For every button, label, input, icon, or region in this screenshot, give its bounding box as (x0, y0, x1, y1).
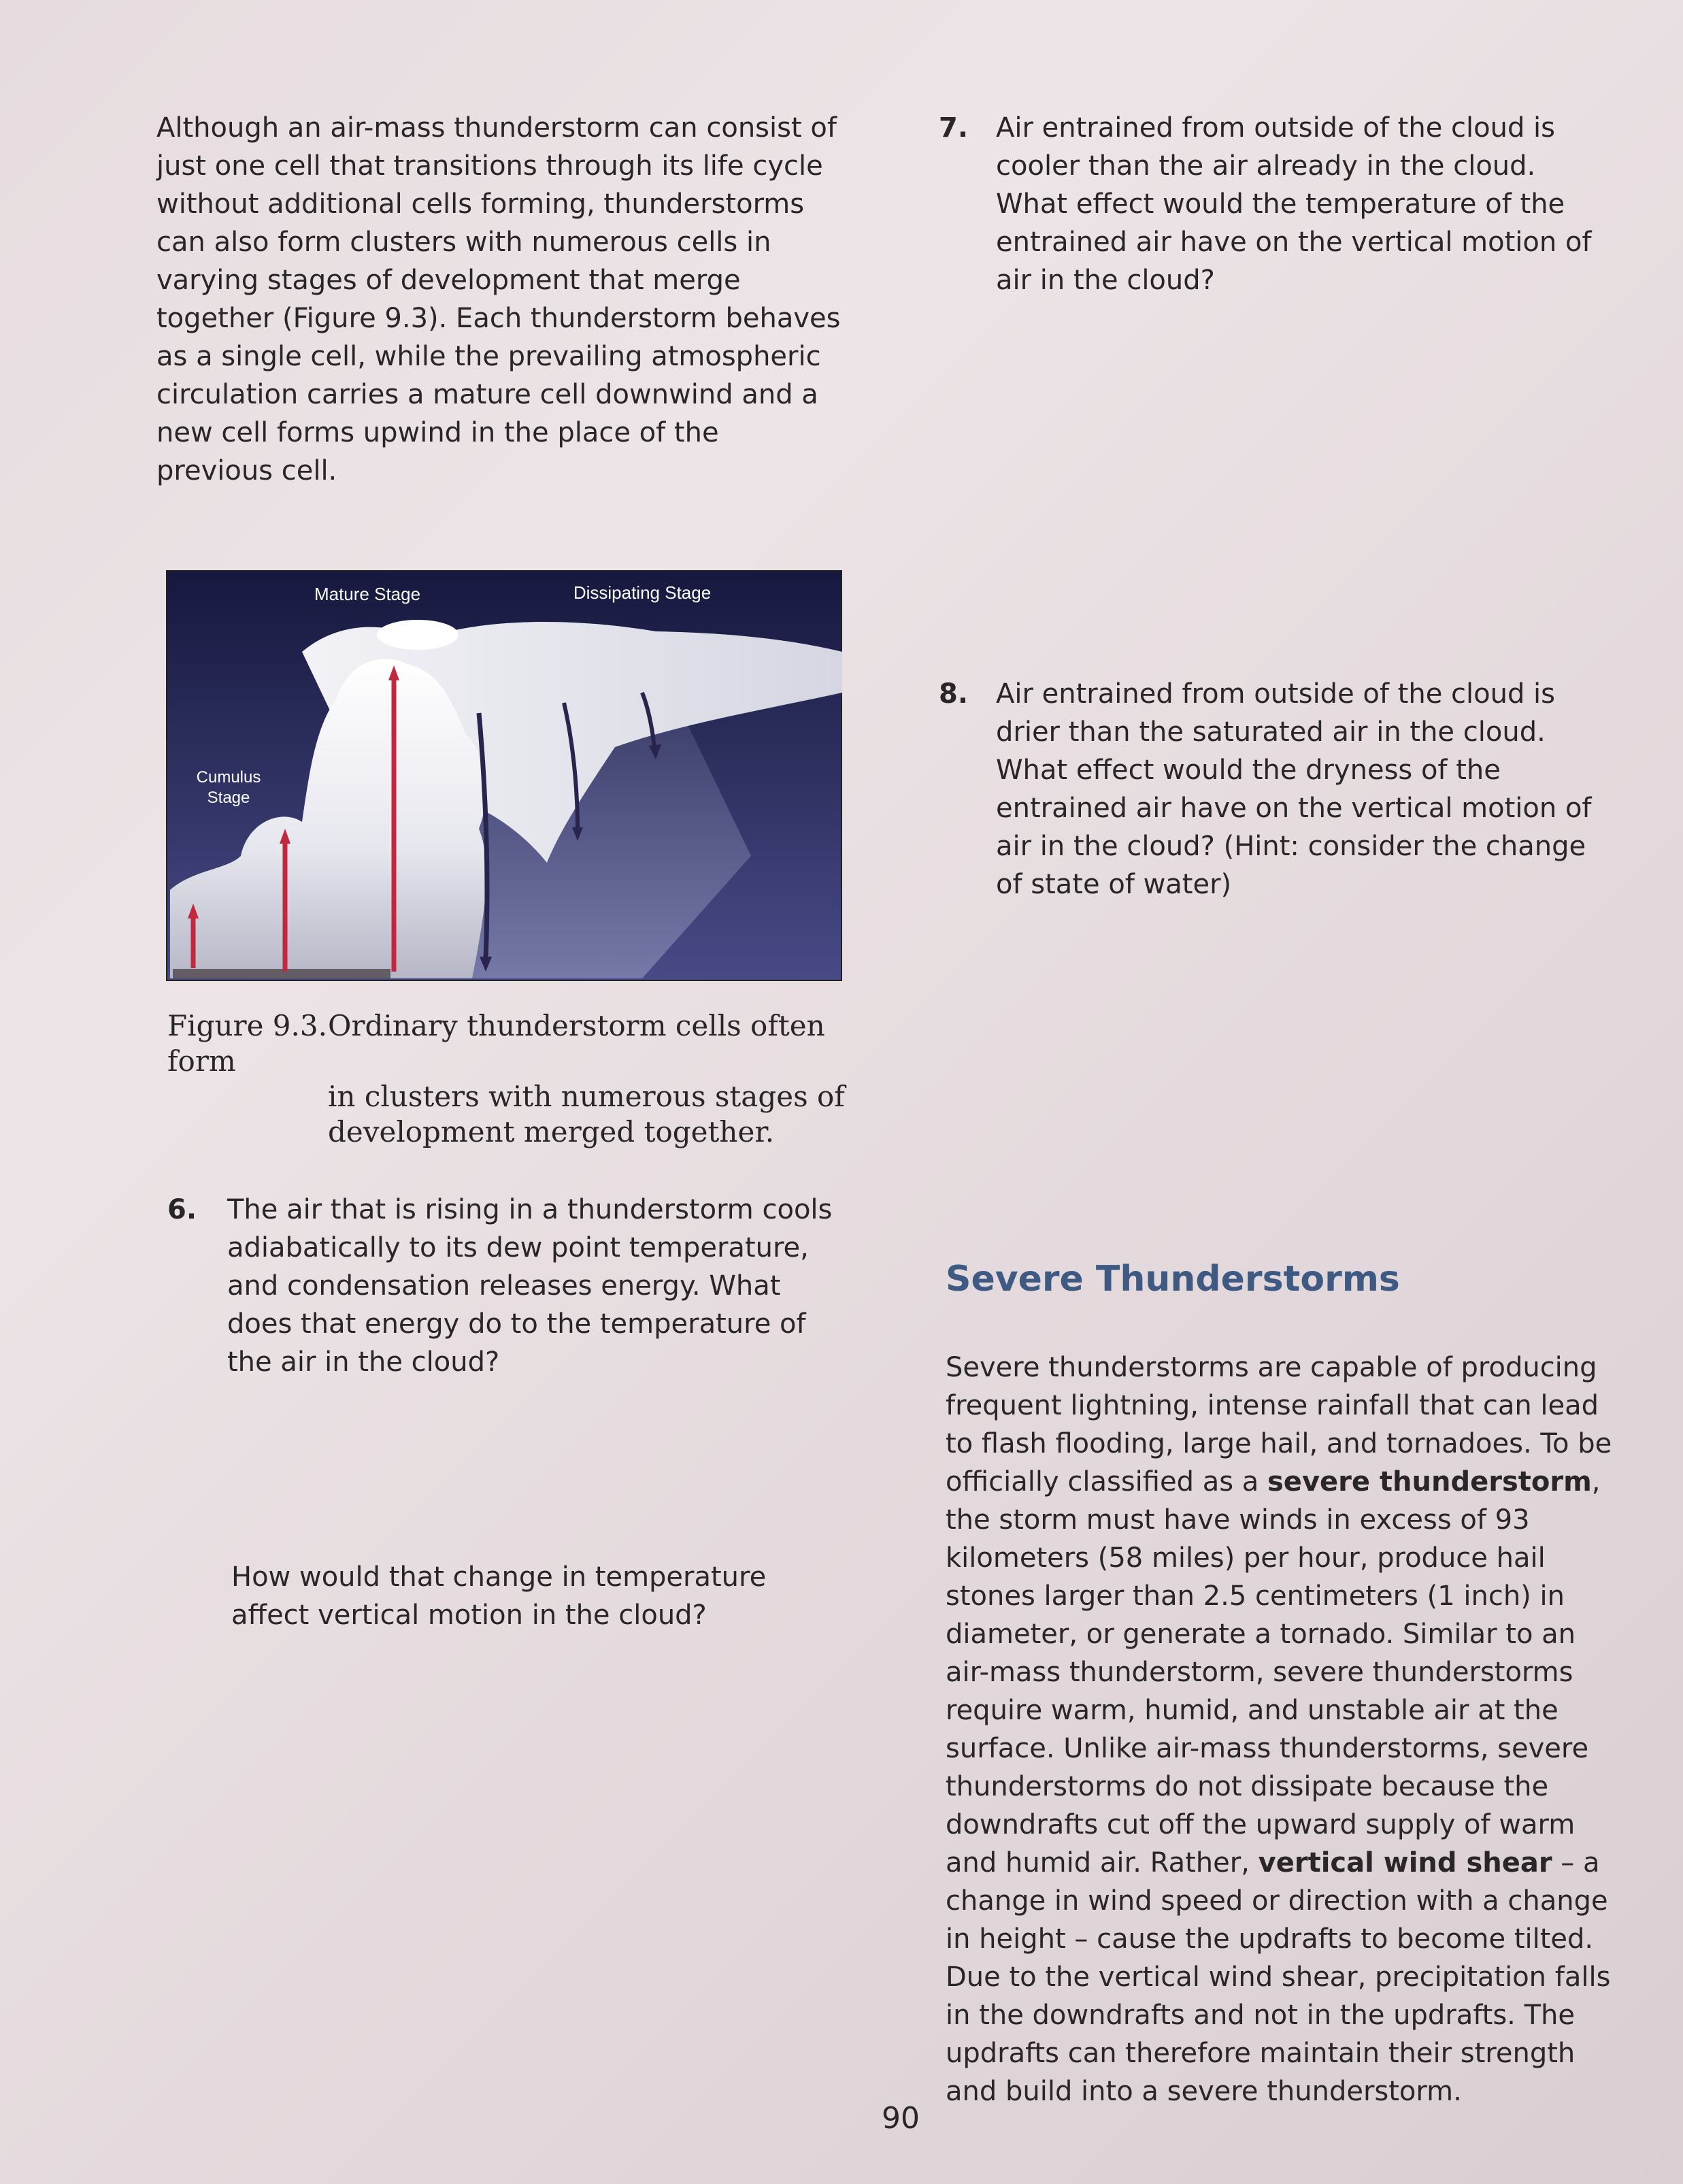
cumulus-stage-label: Stage (207, 789, 250, 807)
figure-caption (167, 1008, 848, 1150)
cumulus-stage-label: Cumulus (196, 768, 261, 787)
question-number: 6. (167, 1194, 197, 1225)
figure-label: Figure 9.3. (167, 1009, 327, 1042)
question-text: Air entrained from outside of the cloud is cooler than the air already in the cloud. What effect would the temperature of the entrained air have on the vertical motion of air in the cloud? (996, 112, 1592, 296)
overshooting-top (377, 620, 459, 650)
paragraph-text: – a change in wind speed or direction with a change in height – cause the updrafts to become tilted. Due to the vertical wind shear, precipitation falls in the downdrafts and not in the updrafts. The updrafts can therefore maintain their strength and build into a severe thunderstorm. (946, 1847, 1611, 2107)
question-number: 8. (939, 678, 969, 710)
section-heading: Severe Thunderstorms (946, 1259, 1400, 1300)
dissipating-stage-label: Dissipating Stage (573, 582, 712, 603)
mature-stage-label: Mature Stage (314, 584, 421, 604)
thunderstorm-illustration (166, 570, 842, 981)
bold-term: severe thunderstorm (1267, 1466, 1592, 1498)
severe-thunderstorms-paragraph (946, 1349, 1626, 2111)
thunderstorm-stages-figure (166, 570, 842, 981)
question-6 (167, 1191, 848, 1381)
ground-strip (173, 969, 390, 978)
question-7 (939, 109, 1605, 299)
question-number: 7. (939, 112, 969, 144)
page-number: 90 (882, 2101, 920, 2136)
paragraph-text: Severe thunderstorms are capable of producing frequent lightning, intense rainfall that can lead to flash flooding, large hail, and tornadoes. To be officially classified as a (946, 1352, 1612, 1498)
bold-term: vertical wind shear (1258, 1847, 1552, 1879)
caption-line: Ordinary thunderstorm cells often form (167, 1009, 825, 1078)
question-text: The air that is rising in a thunderstorm cools adiabatically to its dew point temperature, and condensation releases energy. What does that energy do to the temperature of the air in the cloud? (227, 1194, 833, 1378)
caption-line: development merged together. (328, 1115, 775, 1148)
caption-line: in clusters with numerous stages of (328, 1080, 845, 1113)
paragraph-text: , the storm must have winds in excess of 93 kilometers (58 miles) per hour, produce hail stones larger than 2.5 centimeters (1 inch) in diameter, or generate a tornado. Similar to an air-mass thunderstorm, severe thunderstorms require warm, humid, and unstable air at the surface. Unlike air-mass thunderstorms, severe thunderstorms do not dissipate because the downdrafts cut off the upward supply of warm and humid air. Rather, (946, 1466, 1601, 1879)
intro-paragraph: Although an air-mass thunderstorm can consist of just one cell that transitions through its life cycle without additional cells forming, thunderstorms can also form clusters with numerous cells in varying stages of development that merge together (Figure 9.3). Each thunderstorm behaves as a single cell, while the prevailing atmospheric circulation carries a mature cell downwind and a new cell forms upwind in the place of the previous cell. (156, 112, 841, 486)
question-8 (939, 675, 1605, 904)
question-text: Air entrained from outside of the cloud is drier than the saturated air in the cloud. What effect would the dryness of the entrained air have on the vertical motion of air in the cloud? (Hint: consider the change of state of water) (996, 678, 1592, 900)
question-6-followup: How would that change in temperature affect vertical motion in the cloud? (231, 1561, 767, 1631)
